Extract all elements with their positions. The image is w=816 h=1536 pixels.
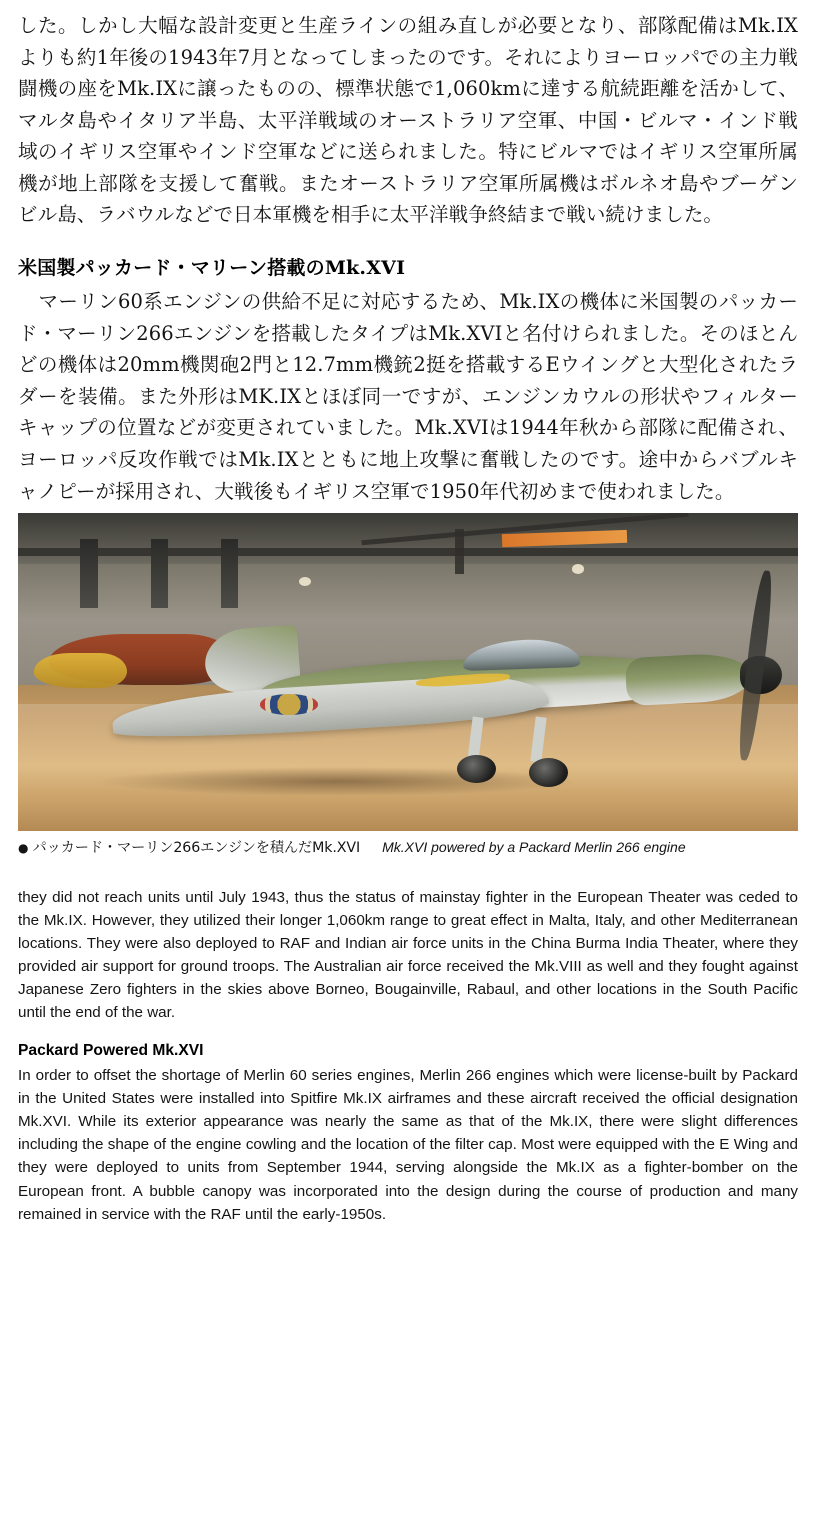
ceiling-light-2: [572, 564, 584, 574]
wall-banner-3: [221, 539, 238, 609]
caption-bullet-icon: ●: [18, 841, 29, 856]
photograph: [18, 513, 798, 831]
wall-banner-2: [151, 539, 168, 609]
english-paragraph-first: they did not reach units until July 1943, thus the status of mainstay fighter in the European Theater was ceded to the Mk.IX. However, they utilized their longer 1,060km range to great effect in Malta, Italy, and other Mediterranean locations. They were also deployed to RAF and Indian air force units in the China Burma India Theater, where they provided air support for ground troops. The Australian air force received the Mk.VIII as well and they fought against Japanese Zero fighters in the skies above Borneo, Bougainville, Rabaul, and other locations in the South Pacific until the end of the war.: [18, 888, 798, 1022]
japanese-section-heading: 米国製パッカード・マリーン搭載のMk.XVI: [18, 257, 406, 280]
english-section-heading: Packard Powered Mk.XVI: [18, 1042, 204, 1060]
japanese-paragraph-packard: マーリン60系エンジンの供給不足に対応するため、Mk.IXの機体に米国製のパッカード・マーリン266エンジンを搭載したタイプはMk.XVIと名付けられました。そのほとんどの機体は20mm機関砲2門と12.7mm機銃2挺を搭載するEウイングと大型化されたラダーを装備。また外形はMK.IXとほぼ同一ですが、エンジンカウルの形状やフィルターキャップの位置などが変更されていました。Mk.XVIは1944年秋から部隊に配備され、ヨーロッパ反攻作戦ではMk.IXとともに地上攻撃に奮戦したのです。途中からバブルキャノピーが採用され、大戦後もイギリス空軍で1950年代初めまで使われました。: [18, 290, 798, 503]
raf-roundel: [260, 694, 319, 715]
japanese-paragraph-continued: した。しかし大幅な設計変更と生産ラインの組み直しが必要となり、部隊配備はMk.IXよりも約1年後の1943年7月となってしまったのです。それによりヨーロッパでの主力戦闘機の座をMk.IXに譲ったものの、標準状態で1,060kmに達する航続距離を活かして、マルタ島やイタリア半島、太平洋戦域のオーストラリア空軍、中国・ビルマ・インド戦域のイギリス空軍やインド空軍などに送られました。特にビルマではイギリス空軍所属機が地上部隊を支援して奮戦。またオーストラリア空軍所属機はボルネオ島やブーゲンビル島、ラバウルなどで日本軍機を相手に太平洋戦争終結まで戦い続けました。: [18, 14, 798, 227]
ceiling-beam-support: [455, 529, 464, 574]
english-paragraph-second: In order to offset the shortage of Merlin 60 series engines, Merlin 266 engines which were license-built by Packard in the United States were installed into Spitfire Mk.IX airframes and these aircraft received the official designation Mk.XVI. While its exterior appearance was nearly the same as that of the Mk.IX, there were slight differences including the shape of the engine cowling and the location of the filter cap. Most were equipped with the E Wing and they were deployed to units from September 1944, serving alongside the Mk.IX as a fighter-bomber on the European front. A bubble canopy was incorporated into the design during the course of production and many remained in service with the RAF until the early-1950s.: [18, 1067, 798, 1223]
main-wheel-right: [529, 758, 568, 787]
wall-banner-1: [80, 539, 97, 609]
caption-japanese: パッカード・マーリン266エンジンを積んだMk.XVI: [32, 840, 361, 857]
english-text-block: [18, 886, 798, 1226]
ceiling-beam-horizontal: [18, 548, 798, 556]
background-aircraft-yellow: [34, 653, 128, 688]
caption-english: Mk.XVI powered by a Packard Merlin 266 engine: [382, 839, 686, 856]
aircraft-shadow: [96, 767, 580, 796]
figure-spitfire-photo: [18, 513, 798, 857]
figure-caption: [18, 838, 798, 857]
